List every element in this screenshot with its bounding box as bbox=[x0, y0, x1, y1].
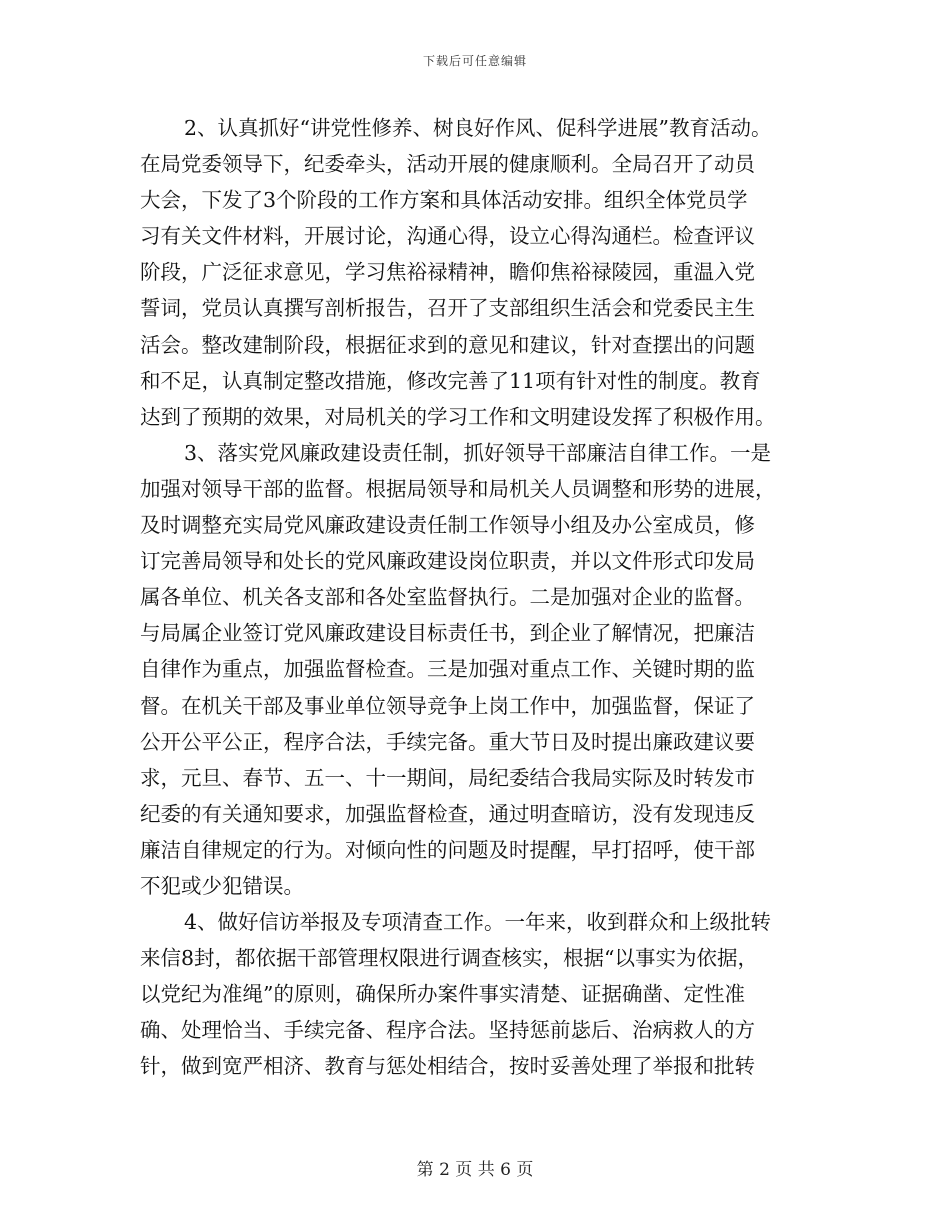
paragraph-line: 来信8封，都依据干部管理权限进行调查核实，根据“以事实为依据， bbox=[140, 946, 759, 971]
paragraph-line: 确、处理恰当、手续完备、程序合法。坚持惩前毖后、治病救人的方 bbox=[140, 1018, 755, 1043]
paragraph-petition-reports bbox=[140, 904, 820, 1084]
paragraph-line: 自律作为重点，加强监督检查。三是加强对重点工作、关键时期的监 bbox=[140, 657, 755, 682]
paragraph-line: 加强对领导干部的监督。根据局领导和局机关人员调整和形势的进展， bbox=[140, 476, 776, 501]
paragraph-line: 2、认真抓好“讲党性修养、树良好作风、促科学进展”教育活动。 bbox=[184, 116, 772, 140]
paragraph-line: 阶段，广泛征求意见，学习焦裕禄精神，瞻仰焦裕禄陵园，重温入党 bbox=[140, 260, 755, 285]
paragraph-line: 与局属企业签订党风廉政建设目标责任书，到企业了解情况，把廉洁 bbox=[140, 621, 755, 646]
document-body bbox=[140, 110, 820, 1085]
paragraph-integrity-responsibility bbox=[140, 435, 820, 904]
paragraph-line: 誓词，党员认真撰写剖析报告，召开了支部组织生活会和党委民主生 bbox=[140, 296, 755, 321]
paragraph-line: 在局党委领导下，纪委牵头，活动开展的健康顺利。全局召开了动员 bbox=[140, 152, 755, 177]
paragraph-line: 3、落实党风廉政建设责任制，抓好领导干部廉洁自律工作。一是 bbox=[184, 440, 772, 465]
paragraph-line: 大会，下发了3个阶段的工作方案和具体活动安排。组织全体党员学 bbox=[140, 188, 748, 213]
paragraph-line: 针，做到宽严相济、教育与惩处相结合，按时妥善处理了举报和批转 bbox=[140, 1054, 755, 1079]
paragraph-line: 达到了预期的效果，对局机关的学习工作和文明建设发挥了积极作用。 bbox=[140, 404, 776, 429]
page-header bbox=[0, 52, 950, 69]
paragraph-line: 公开公平公正，程序合法，手续完备。重大节日及时提出廉政建议要 bbox=[140, 729, 755, 754]
paragraph-line: 活会。整改建制阶段，根据征求到的意见和建议，针对查摆出的问题 bbox=[140, 332, 755, 357]
paragraph-line: 不犯或少犯错误。 bbox=[140, 873, 304, 898]
paragraph-party-education bbox=[140, 110, 820, 435]
paragraph-line: 4、做好信访举报及专项清查工作。一年来，收到群众和上级批转 bbox=[184, 910, 772, 935]
paragraph-line: 和不足，认真制定整改措施，修改完善了11项有针对性的制度。教育 bbox=[140, 368, 761, 393]
paragraph-line: 订完善局领导和处长的党风廉政建设岗位职责，并以文件形式印发局 bbox=[140, 549, 755, 574]
page-footer bbox=[0, 1155, 950, 1180]
paragraph-line: 纪委的有关通知要求，加强监督检查，通过明查暗访，没有发现违反 bbox=[140, 801, 755, 826]
paragraph-line: 习有关文件材料，开展讨论，沟通心得，设立心得沟通栏。检查评议 bbox=[140, 224, 755, 249]
paragraph-line: 督。在机关干部及事业单位领导竞争上岗工作中，加强监督，保证了 bbox=[140, 693, 755, 718]
paragraph-line: 以党纪为准绳”的原则，确保所办案件事实清楚、证据确凿、定性准 bbox=[140, 982, 745, 1007]
page-number-label: 第 2 页 共 6 页 bbox=[416, 1160, 534, 1180]
paragraph-line: 求，元旦、春节、五一、十一期间，局纪委结合我局实际及时转发市 bbox=[140, 765, 755, 790]
paragraph-line: 属各单位、机关各支部和各处室监督执行。二是加强对企业的监督。 bbox=[140, 585, 755, 610]
paragraph-line: 及时调整充实局党风廉政建设责任制工作领导小组及办公室成员，修 bbox=[140, 513, 755, 538]
paragraph-line: 廉洁自律规定的行为。对倾向性的问题及时提醒，早打招呼，使干部 bbox=[140, 837, 755, 862]
header-text: 下载后可任意编辑 bbox=[422, 54, 527, 68]
